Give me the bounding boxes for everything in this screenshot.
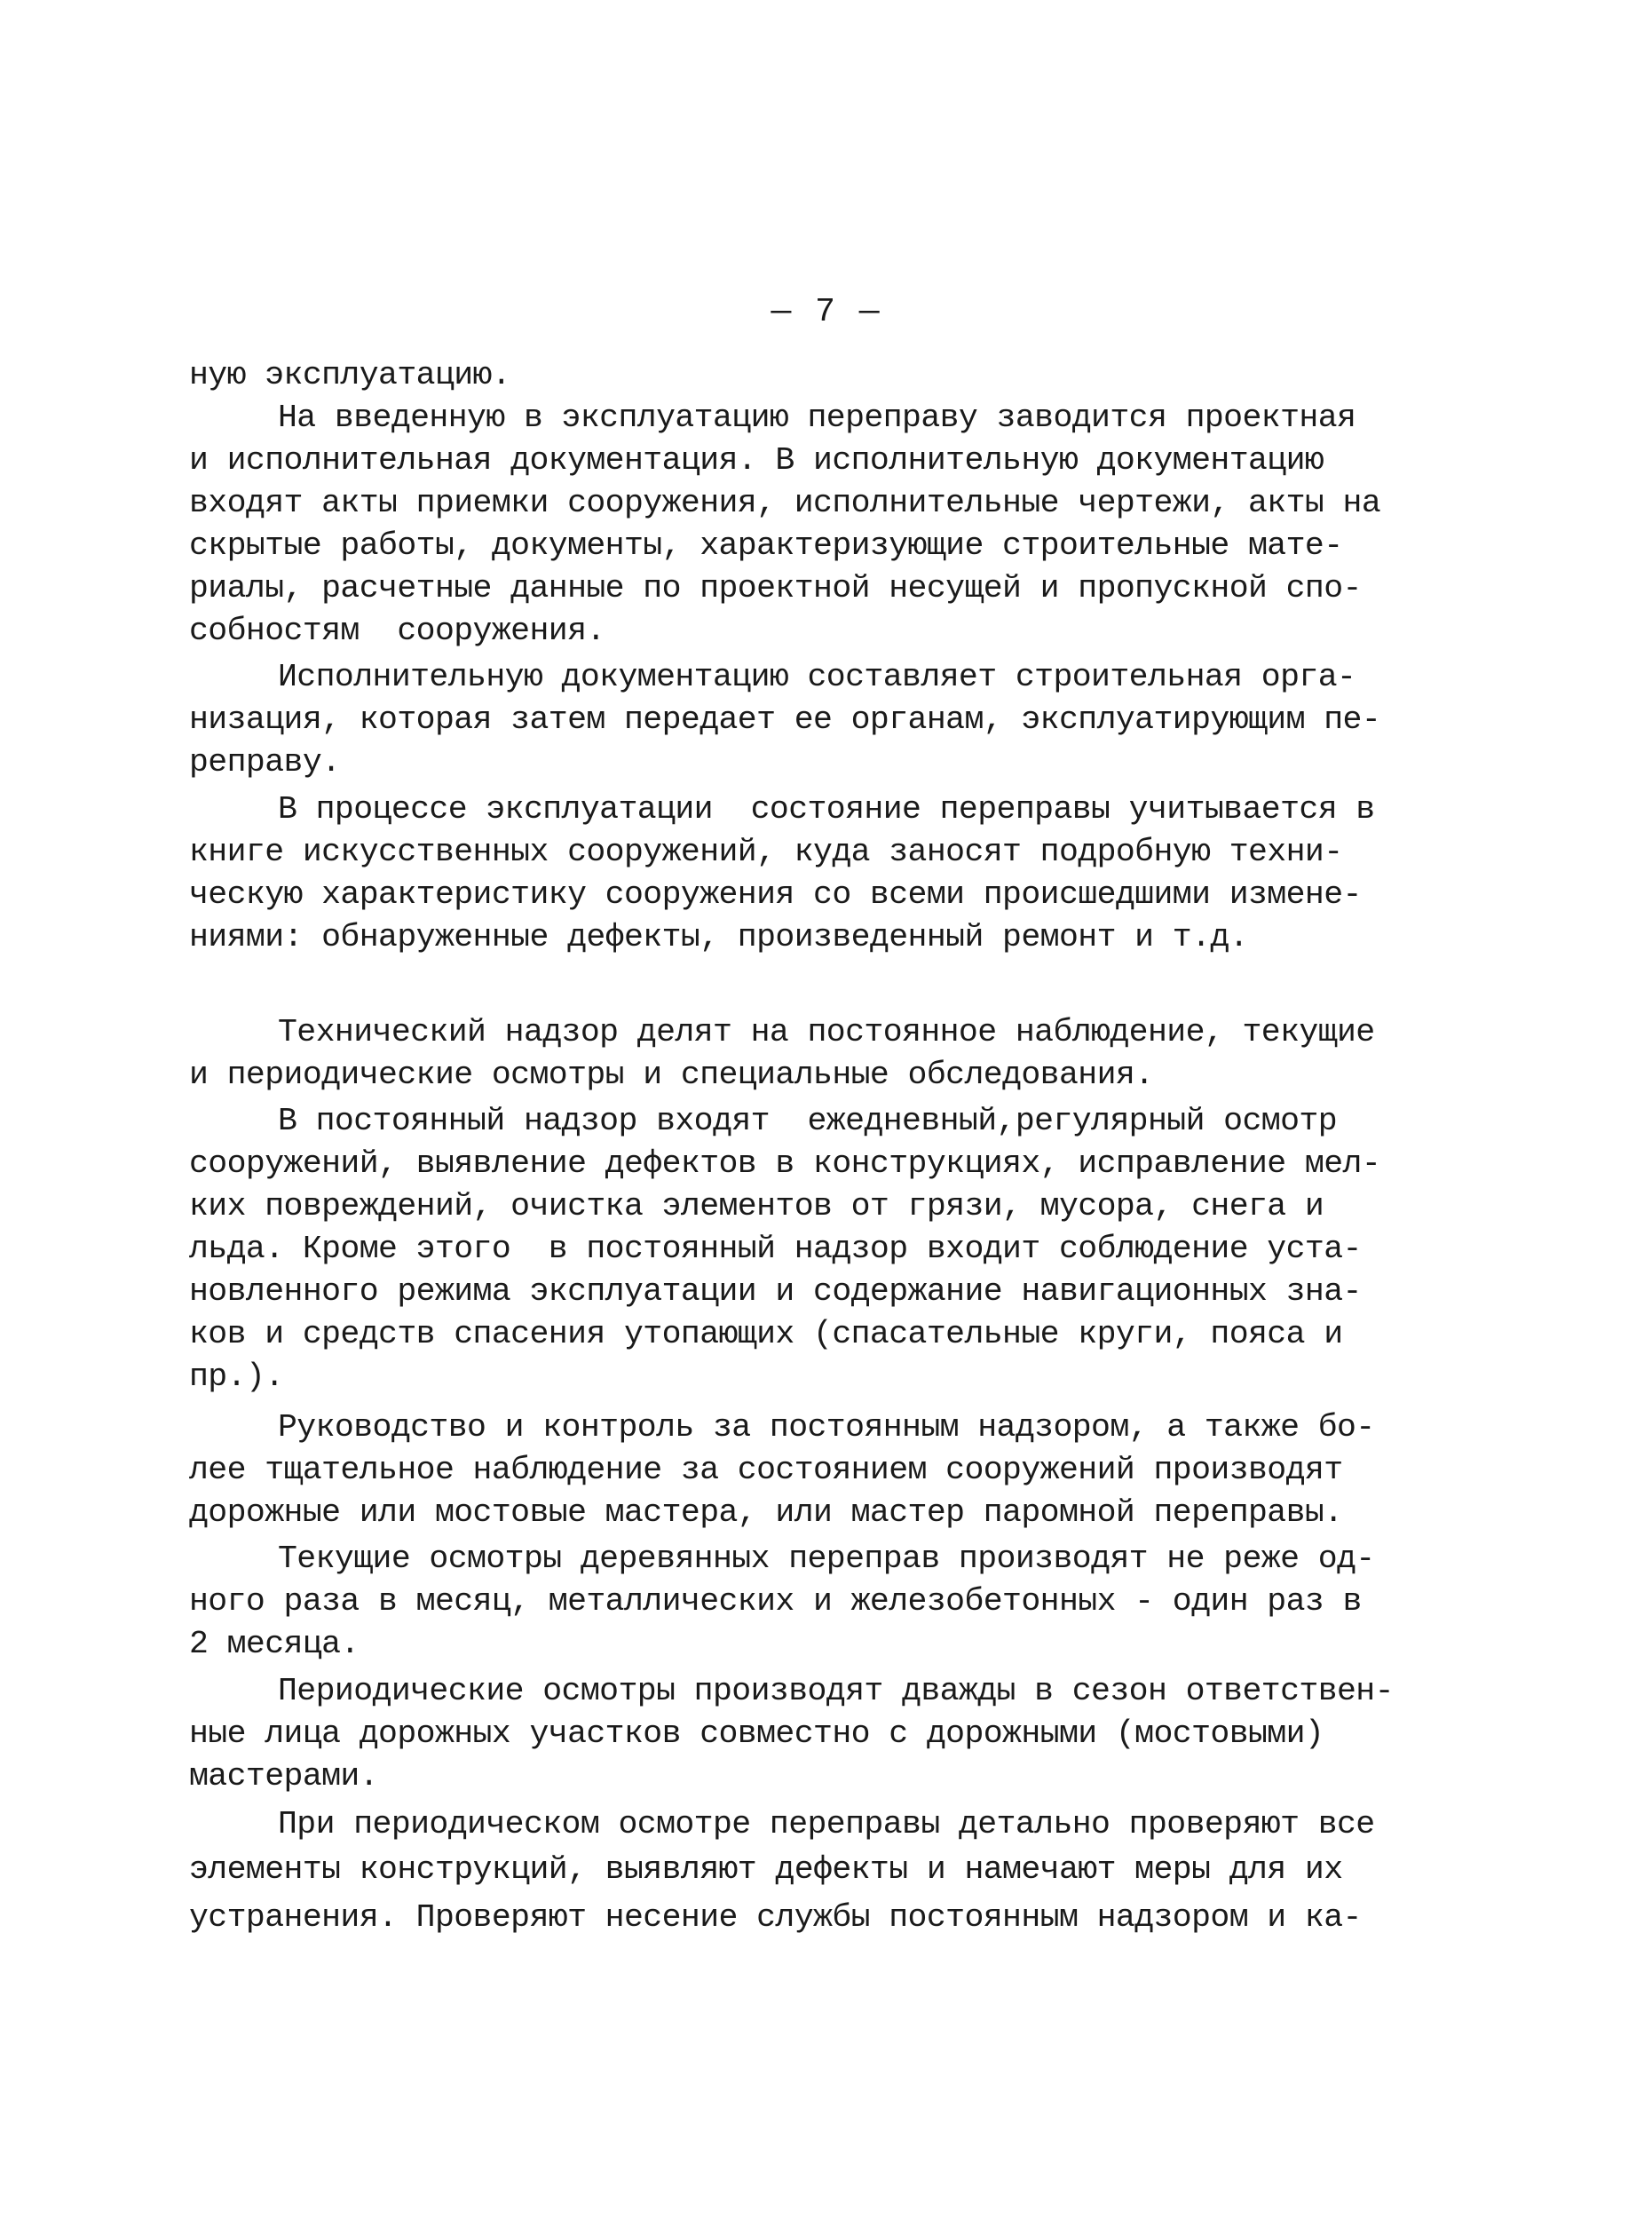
- text-line: ниями: обнаруженные дефекты, произведенный ремонт и т.д.: [189, 919, 1249, 955]
- text-line: ного раза в месяц, металлических и железобетонных - один раз в: [189, 1583, 1362, 1620]
- text-line: элементы конструкций, выявляют дефекты и намечают меры для их: [189, 1851, 1343, 1888]
- text-line: ные лица дорожных участков совместно с дорожными (мостовыми): [189, 1715, 1324, 1752]
- text-line: лее тщательное наблюдение за состоянием сооружений производят: [189, 1452, 1343, 1488]
- text-line: новленного режима эксплуатации и содержание навигационных зна-: [189, 1273, 1362, 1310]
- text-line: реправу.: [189, 744, 341, 780]
- text-line: риалы, расчетные данные по проектной несущей и пропускной спо-: [189, 570, 1362, 606]
- page-number: — 7 —: [771, 293, 881, 331]
- text-line: устранения. Проверяют несение службы постоянным надзором и ка-: [189, 1899, 1362, 1936]
- text-line: и исполнительная документация. В исполнительную документацию: [189, 442, 1324, 479]
- text-line: ков и средств спасения утопающих (спасательные круги, пояса и: [189, 1316, 1343, 1352]
- text-line: низация, которая затем передает ее органам, эксплуатирующим пе-: [189, 701, 1381, 738]
- text-line: мастерами.: [189, 1758, 379, 1794]
- text-line: скрытые работы, документы, характеризующие строительные мате-: [189, 527, 1343, 564]
- text-line: собностям сооружения.: [189, 613, 605, 649]
- text-line: В постоянный надзор входят ежедневный,регулярный осмотр: [278, 1103, 1338, 1139]
- text-line: ческую характеристику сооружения со всеми происшедшими измене-: [189, 876, 1362, 913]
- text-line: книге искусственных сооружений, куда заносят подробную техни-: [189, 834, 1343, 870]
- text-line: ную эксплуатацию.: [189, 357, 511, 393]
- text-line: 2 месяца.: [189, 1626, 360, 1662]
- text-line: При периодическом осмотре переправы детально проверяют все: [278, 1806, 1375, 1842]
- text-line: Текущие осмотры деревянных переправ производят не реже од-: [278, 1541, 1375, 1577]
- text-line: и периодические осмотры и специальные обследования.: [189, 1057, 1154, 1093]
- text-line: ких повреждений, очистка элементов от грязи, мусора, снега и: [189, 1188, 1324, 1224]
- text-line: Периодические осмотры производят дважды в сезон ответствен-: [278, 1673, 1394, 1709]
- text-line: Руководство и контроль за постоянным надзором, а также бо-: [278, 1409, 1375, 1446]
- text-line: пр.).: [189, 1359, 284, 1395]
- text-line: сооружений, выявление дефектов в конструкциях, исправление мел-: [189, 1145, 1381, 1182]
- text-line: льда. Кроме этого в постоянный надзор входит соблюдение уста-: [189, 1231, 1362, 1267]
- text-line: На введенную в эксплуатацию переправу заводится проектная: [278, 400, 1356, 436]
- text-line: Технический надзор делят на постоянное наблюдение, текущие: [278, 1014, 1375, 1050]
- text-line: дорожные или мостовые мастера, или мастер паромной переправы.: [189, 1494, 1343, 1531]
- text-line: В процессе эксплуатации состояние переправы учитывается в: [278, 791, 1375, 828]
- text-line: входят акты приемки сооружения, исполнительные чертежи, акты на: [189, 485, 1381, 521]
- text-line: Исполнительную документацию составляет строительная орга-: [278, 659, 1356, 695]
